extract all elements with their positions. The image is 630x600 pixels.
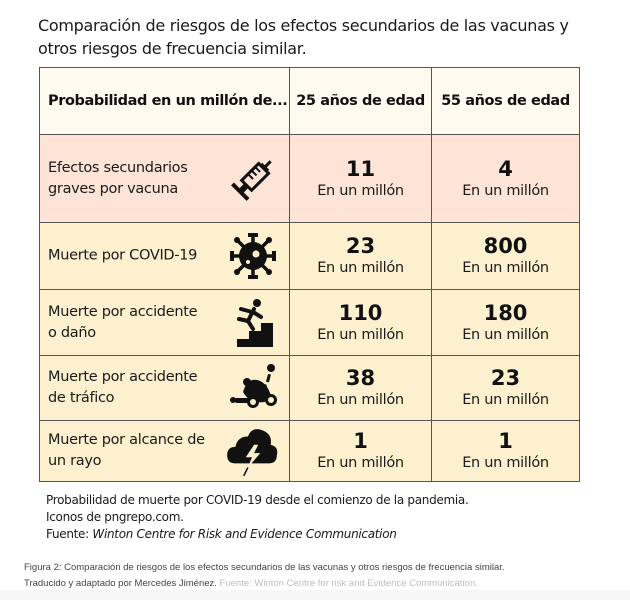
caption-line-1: Figura 2: Comparación de riesgos de los efectos secundarios de las vacunas y otros riesgos de frecuencia similar. [24,562,505,573]
value-age-55: 800 [483,234,528,258]
traffic-accident-icon [227,362,279,414]
value-age-25: 38 [345,366,376,390]
row-label: Muerte por COVID-19 [48,247,198,264]
header-probability: Probabilidad en un millón de... [40,68,290,135]
value-age-55: 4 [498,156,513,181]
row-label: Muerte por accidente o daño [48,303,198,341]
row-label: Efectos secundarios graves por vacuna [48,159,188,197]
unit-label: En un millón [317,455,404,471]
unit-label: En un millón [317,326,404,343]
value-age-25: 23 [345,234,376,258]
lightning-cloud-icon [225,422,279,480]
header-age-25: 25 años de edad [290,68,432,135]
note-icons-credit: Iconos de pngrepo.com. [46,510,184,524]
figure-notes [46,492,468,543]
value-age-25: 110 [338,300,383,325]
page-bottom-band [0,590,630,600]
table-row [40,356,580,421]
table-row [40,223,580,290]
unit-label: En un millón [317,392,404,408]
unit-label: En un millón [317,260,404,276]
unit-label: En un millón [462,326,549,343]
value-age-25: 1 [353,429,368,453]
figure-title: Comparación de riesgos de los efectos secundarios de las vacunas y otros riesgos de frecuencia similar. [38,16,569,58]
syringe-icon [227,153,279,205]
row-label: Muerte por alcance de un rayo [48,432,205,469]
unit-label: En un millón [462,392,549,408]
figure-caption [24,560,505,592]
table-header-row [40,68,580,135]
falling-stairs-icon [227,297,279,349]
value-age-55: 1 [498,429,513,453]
table-row [40,421,580,482]
value-age-55: 180 [483,300,528,325]
unit-label: En un millón [317,182,404,199]
unit-label: En un millón [462,260,549,276]
row-label: Muerte por accidente de tráfico [48,369,198,406]
risk-comparison-table [39,67,580,482]
value-age-55: 23 [490,366,521,390]
header-age-55: 55 años de edad [432,68,580,135]
unit-label: En un millón [462,455,549,471]
caption-translator: Traducido y adaptado por Mercedes Jiménez. [24,578,217,589]
table-row [40,290,580,356]
table-row [40,135,580,223]
unit-label: En un millón [462,182,549,199]
caption-source: Fuente: Winton Centre for risk and Evidence Communication. [216,578,478,589]
note-covid-probability: Probabilidad de muerte por COVID-19 desde el comienzo de la pandemia. [46,493,469,507]
source-name: Winton Centre for Risk and Evidence Communication [92,527,397,541]
value-age-25: 11 [345,156,376,181]
virus-icon [227,230,279,282]
note-source: Fuente: Winton Centre for Risk and Evidence Communication [46,527,397,541]
